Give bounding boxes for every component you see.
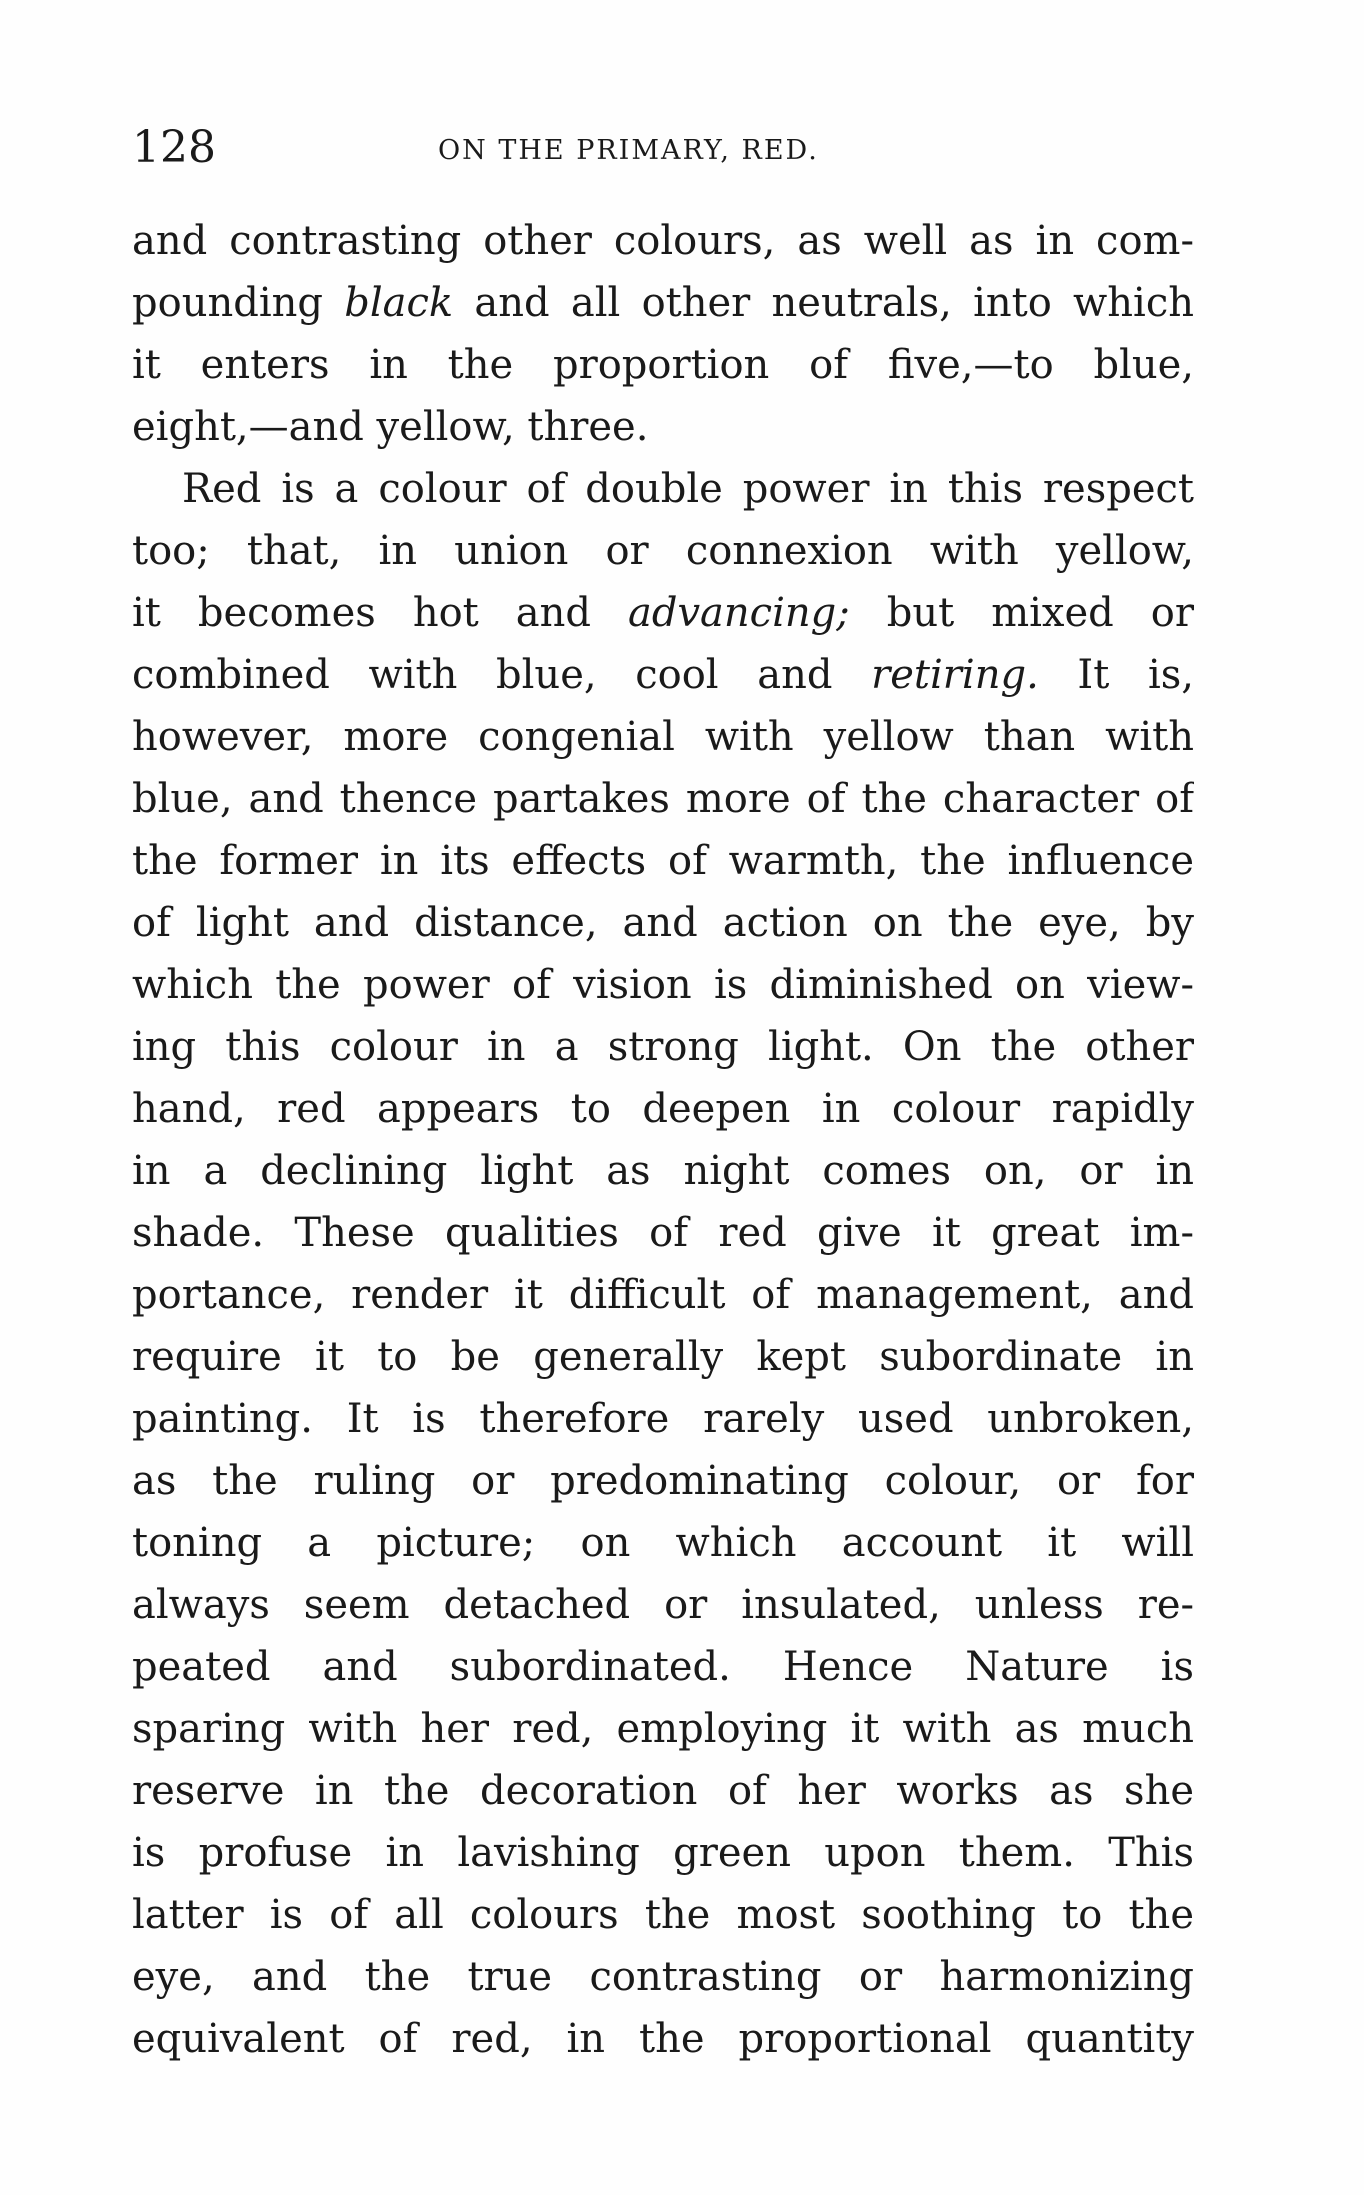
text-line: blue, and thence partakes more of the character of xyxy=(132,776,1194,822)
running-head: ON THE PRIMARY, RED. xyxy=(438,135,819,166)
text-line: eight,—and yellow, three. xyxy=(132,404,649,450)
text-line: shade. These qualities of red give it great im- xyxy=(132,1210,1194,1256)
text-line: however, more congenial with yellow than with xyxy=(132,714,1194,760)
text-line: reserve in the decoration of her works as she xyxy=(132,1768,1194,1814)
emphasis: advancing; xyxy=(628,590,850,636)
text-line: it enters in the proportion of five,—to blue, xyxy=(132,342,1194,388)
page-number: 128 xyxy=(132,122,216,173)
emphasis: retiring. xyxy=(871,652,1039,698)
text-line: pounding black and all other neutrals, into which xyxy=(132,280,1194,326)
text-line: toning a picture; on which account it will xyxy=(132,1520,1194,1566)
text-line: which the power of vision is diminished on view- xyxy=(132,962,1194,1008)
text-line: sparing with her red, employing it with as much xyxy=(132,1706,1194,1752)
text-line: always seem detached or insulated, unless re- xyxy=(132,1582,1194,1628)
text-line: is profuse in lavishing green upon them. This xyxy=(132,1830,1194,1876)
text-line: peated and subordinated. Hence Nature is xyxy=(132,1644,1194,1690)
text-line: portance, render it difficult of management, and xyxy=(132,1272,1194,1318)
body-text xyxy=(132,210,1194,2070)
text-line: require it to be generally kept subordinate in xyxy=(132,1334,1194,1380)
text-line: and contrasting other colours, as well as in com- xyxy=(132,218,1194,264)
text-line: Red is a colour of double power in this respect xyxy=(182,466,1194,512)
text-line: ing this colour in a strong light. On the other xyxy=(132,1024,1194,1070)
text-line: latter is of all colours the most soothing to the xyxy=(132,1892,1194,1938)
text-line: equivalent of red, in the proportional quantity xyxy=(132,2016,1194,2062)
text-line: too; that, in union or connexion with yellow, xyxy=(132,528,1194,574)
text-line: combined with blue, cool and retiring. It is, xyxy=(132,652,1194,698)
text-line: it becomes hot and advancing; but mixed or xyxy=(132,590,1194,636)
text-line: as the ruling or predominating colour, or for xyxy=(132,1458,1194,1504)
emphasis: black xyxy=(344,280,454,326)
page-header xyxy=(132,118,1194,178)
text-line: eye, and the true contrasting or harmonizing xyxy=(132,1954,1194,2000)
text-line: hand, red appears to deepen in colour rapidly xyxy=(132,1086,1194,1132)
text-line: painting. It is therefore rarely used unbroken, xyxy=(132,1396,1194,1442)
text-line: in a declining light as night comes on, or in xyxy=(132,1148,1194,1194)
text-line: the former in its effects of warmth, the influence xyxy=(132,838,1194,884)
text-line: of light and distance, and action on the eye, by xyxy=(132,900,1194,946)
